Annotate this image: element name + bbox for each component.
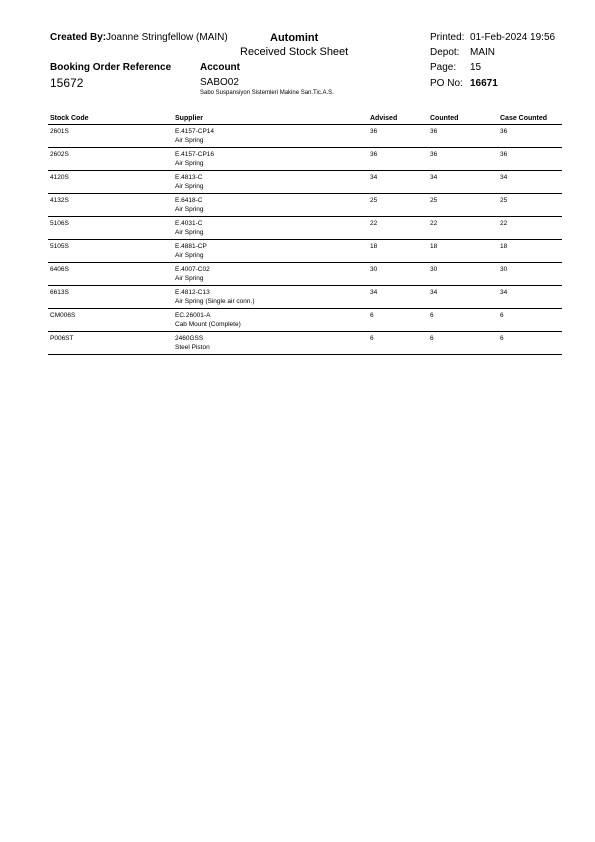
supplier-cell	[175, 289, 254, 306]
advised-qty: 30	[370, 266, 378, 273]
advised-qty: 22	[370, 220, 378, 227]
item-description: Air Spring	[175, 182, 204, 190]
stock-code: 4132S	[50, 197, 69, 204]
created-by-value: Joanne Stringfellow (MAIN)	[106, 32, 228, 43]
advised-qty: 25	[370, 197, 378, 204]
case-counted-qty: 6	[500, 335, 504, 342]
counted-qty: 34	[430, 174, 438, 181]
po-value: 16671	[470, 78, 498, 89]
case-counted-qty: 25	[500, 197, 508, 204]
case-counted-qty: 36	[500, 151, 508, 158]
booking-ref-label: Booking Order Reference	[50, 62, 172, 73]
supplier-cell	[175, 335, 210, 352]
created-by-label: Created By:	[50, 32, 107, 43]
case-counted-qty: 18	[500, 243, 508, 250]
supplier-cell	[175, 266, 210, 283]
col-advised: Advised	[370, 115, 398, 122]
supplier-code: E.6418-C	[175, 197, 203, 204]
supplier-code: E.4813-C	[175, 174, 203, 181]
stock-code: 6406S	[50, 266, 69, 273]
counted-qty: 18	[430, 243, 438, 250]
item-description: Air Spring	[175, 251, 204, 259]
col-stock-code: Stock Code	[50, 115, 89, 122]
stock-code: 2602S	[50, 151, 69, 158]
stock-code: 2601S	[50, 128, 69, 135]
col-supplier: Supplier	[175, 115, 204, 122]
account-name: Sabo Suspansiyon Sistemleri Makine San.Tic.A.S.	[200, 90, 334, 96]
po-label: PO No:	[430, 78, 463, 89]
advised-qty: 6	[370, 312, 374, 319]
advised-qty: 6	[370, 335, 374, 342]
table-row	[48, 286, 562, 309]
table-row	[48, 217, 562, 240]
advised-qty: 34	[370, 174, 378, 181]
counted-qty: 30	[430, 266, 438, 273]
printed-label: Printed:	[430, 32, 465, 43]
sheet-title: Received Stock Sheet	[240, 46, 349, 58]
supplier-code: 2460GSS	[175, 335, 204, 342]
counted-qty: 25	[430, 197, 438, 204]
supplier-code: E.4812-C13	[175, 289, 210, 296]
counted-qty: 34	[430, 289, 438, 296]
col-counted: Counted	[430, 115, 459, 122]
account-label: Account	[200, 62, 240, 73]
depot-value: MAIN	[470, 47, 495, 58]
item-description: Air Spring (Single air conn.)	[175, 297, 255, 305]
advised-qty: 36	[370, 128, 378, 135]
item-description: Air Spring	[175, 159, 204, 167]
advised-qty: 36	[370, 151, 378, 158]
item-description: Steel Piston	[175, 343, 210, 351]
table-row	[48, 309, 562, 332]
item-description: Air Spring	[175, 228, 204, 236]
stock-code: 5106S	[50, 220, 69, 227]
counted-qty: 22	[430, 220, 438, 227]
case-counted-qty: 36	[500, 128, 508, 135]
item-description: Air Spring	[175, 205, 204, 213]
item-description: Air Spring	[175, 274, 204, 282]
table-row	[48, 240, 562, 263]
table-row	[48, 194, 562, 217]
table-row	[48, 125, 562, 148]
stock-code: 4120S	[50, 174, 69, 181]
table-row	[48, 263, 562, 286]
stock-code: P006ST	[50, 335, 74, 342]
table-row	[48, 332, 562, 355]
item-description: Air Spring	[175, 136, 204, 144]
supplier-code: E.4157-CP14	[175, 128, 215, 135]
case-counted-qty: 30	[500, 266, 508, 273]
table-row	[48, 171, 562, 194]
case-counted-qty: 6	[500, 312, 504, 319]
page-label: Page:	[430, 62, 457, 73]
advised-qty: 34	[370, 289, 378, 296]
stock-code: 5105S	[50, 243, 69, 250]
account-code: SABO02	[200, 77, 239, 88]
printed-value: 01-Feb-2024 19:56	[470, 32, 556, 43]
counted-qty: 36	[430, 128, 438, 135]
col-case-counted: Case Counted	[500, 115, 548, 122]
case-counted-qty: 22	[500, 220, 508, 227]
supplier-code: EC.26001-A	[175, 312, 211, 319]
counted-qty: 6	[430, 335, 434, 342]
counted-qty: 36	[430, 151, 438, 158]
supplier-code: E.4007-C02	[175, 266, 210, 273]
company-name: Automint	[270, 32, 319, 44]
page-value: 15	[470, 62, 482, 73]
counted-qty: 6	[430, 312, 434, 319]
supplier-cell	[175, 151, 214, 168]
supplier-cell	[175, 243, 207, 260]
stock-code: CM006S	[50, 312, 76, 319]
stock-code: 6613S	[50, 289, 69, 296]
supplier-cell	[175, 197, 204, 214]
supplier-cell	[175, 174, 204, 191]
table-row	[48, 148, 562, 171]
supplier-code: E.4031-C	[175, 220, 203, 227]
supplier-code: E.4157-CP16	[175, 151, 215, 158]
advised-qty: 18	[370, 243, 378, 250]
supplier-cell	[175, 128, 214, 145]
depot-label: Depot:	[430, 47, 460, 58]
case-counted-qty: 34	[500, 289, 508, 296]
booking-ref-value: 15672	[50, 76, 84, 90]
supplier-cell	[175, 220, 204, 237]
supplier-cell	[175, 312, 241, 329]
supplier-code: E.4881-CP	[175, 243, 207, 250]
item-description: Cab Mount (Complete)	[175, 320, 241, 328]
case-counted-qty: 34	[500, 174, 508, 181]
